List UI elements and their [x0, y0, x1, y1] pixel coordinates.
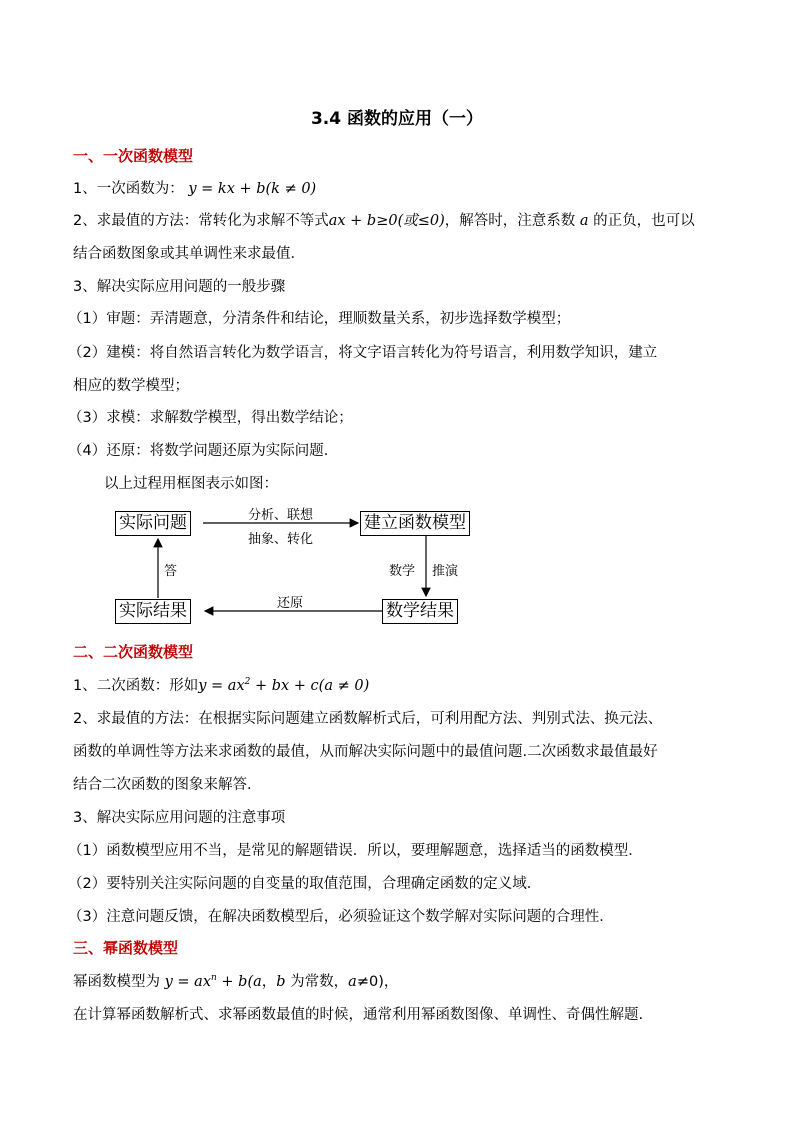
text-line [73, 674, 369, 695]
text-line: 3、解决实际应用问题的一般步骤 [73, 279, 286, 295]
formula [165, 974, 254, 990]
label-math: 数学 [389, 564, 416, 579]
box-math-result: 数学结果 [382, 599, 458, 624]
text-line: （3）注意问题反馈，在解决函数模型后，必须验证这个数学解对实际问题的合理性． [68, 909, 614, 925]
text-line: 3、解决实际应用问题的注意事项 [73, 810, 286, 826]
formula: y = kx + b(k ≠ 0) [188, 181, 317, 197]
text-line: （3）求模：求解数学模型，得出数学结论； [68, 410, 353, 426]
box-build-model: 建立函数模型 [360, 511, 470, 536]
text: 1、二次函数：形如 [73, 678, 199, 694]
text: 的正负，也可以 [593, 213, 695, 229]
box-real-result: 实际结果 [115, 599, 191, 624]
formula: a [579, 213, 589, 229]
text-line: （1）函数模型应用不当，是常见的解题错误．所以，要理解题意，选择适当的函数模型． [68, 843, 643, 859]
section-heading-2: 二、二次函数模型 [73, 643, 194, 661]
text-line [73, 209, 695, 230]
formula-part: y = ax [164, 974, 211, 990]
text: ， [261, 974, 277, 990]
text: ，解答时，注意系数 [444, 213, 576, 229]
text-line: 结合二次函数的图象来解答. [73, 777, 252, 793]
label-answer: 答 [164, 564, 178, 579]
exponent: n [211, 973, 217, 984]
formula-part: + bx + c(a ≠ 0) [250, 678, 370, 694]
text-line [73, 177, 316, 198]
text-line: 以上过程用框图表示如图： [104, 476, 278, 492]
text-line: 结合函数图象或其单调性来求最值． [73, 246, 305, 262]
text: 为常数， [290, 974, 349, 990]
label-abstract: 抽象、转化 [248, 532, 314, 547]
label-restore: 还原 [277, 596, 304, 611]
formula [198, 678, 369, 694]
text: 1、一次函数为： [73, 181, 184, 197]
text-line: （2）建模：将自然语言转化为数学语言，将文字语言转化为符号语言，利用数学知识，建立 [68, 345, 658, 361]
page-title: 3.4 函数的应用（一） [310, 109, 484, 129]
text: ≠0)， [356, 974, 399, 990]
formula: ax + b≥0(或≤0) [328, 213, 445, 229]
text-line: （4）还原：将数学问题还原为实际问题． [68, 443, 339, 459]
formula-part: + b( [216, 974, 254, 990]
text-line: （1）审题：弄清题意，分清条件和结论，理顺数量关系，初步选择数学模型； [68, 311, 571, 327]
text: 2、求最值的方法：常转化为求解不等式 [73, 213, 329, 229]
section-heading-1: 一、一次函数模型 [73, 147, 194, 165]
text-line: 2、求最值的方法：在根据实际问题建立函数解析式后，可利用配方法、判别式法、换元法、 [73, 711, 663, 727]
formula-part: y = ax [198, 678, 245, 694]
section-heading-3: 三、幂函数模型 [73, 939, 179, 957]
var: a [253, 974, 262, 990]
text-line [73, 970, 398, 991]
process-flowchart [115, 505, 495, 630]
text-line: 在计算幂函数解析式、求幂函数最值的时候，通常利用幂函数图像、单调性、奇偶性解题. [73, 1007, 644, 1023]
var: b [276, 974, 286, 990]
text-line: 相应的数学模型； [73, 378, 189, 394]
label-deduce: 推演 [432, 564, 459, 579]
text: 幂函数模型为 [73, 974, 160, 990]
text-line: 函数的单调性等方法来求函数的最值，从而解决实际问题中的最值问题.二次函数求最值最好 [73, 744, 658, 760]
var: a [348, 974, 357, 990]
label-analyze: 分析、联想 [248, 508, 314, 523]
box-real-problem: 实际问题 [115, 511, 191, 536]
exponent: 2 [244, 677, 251, 688]
text-line: （2）要特别关注实际问题的自变量的取值范围，合理确定函数的定义域． [68, 876, 542, 892]
